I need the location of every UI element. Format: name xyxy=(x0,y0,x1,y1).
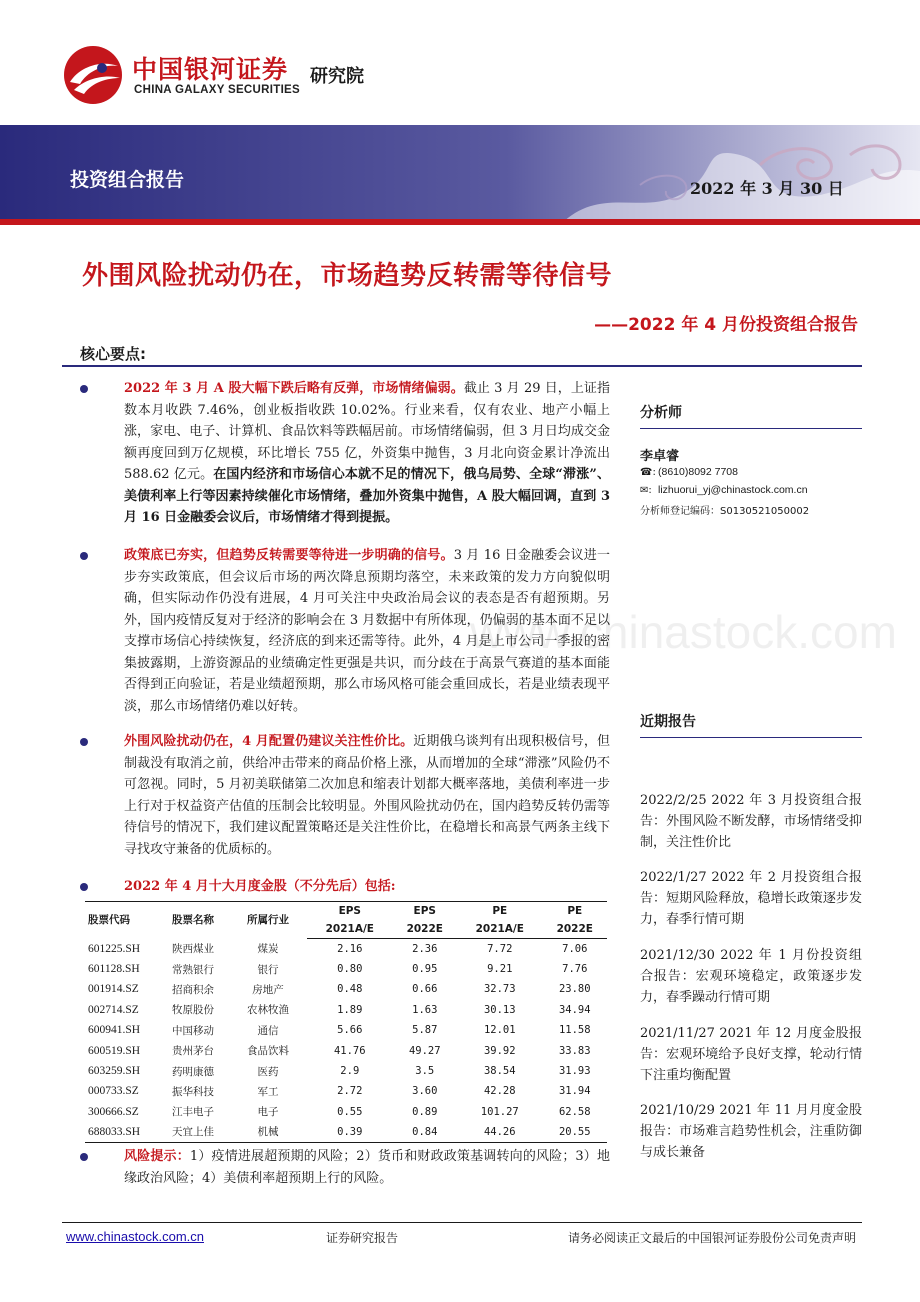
email-icon: ✉: xyxy=(640,485,652,496)
recent-report-item[interactable]: 2021/11/27 2021 年 12 月度金股报告：宏观环境给予良好支撑，轮动行情下注重均衡配置 xyxy=(640,1026,862,1083)
stock-name-cell: 常熟银行 xyxy=(172,963,214,976)
table-row xyxy=(85,1122,607,1142)
bullet-icon xyxy=(80,385,88,393)
stock-code-cell: 603259.SH xyxy=(88,1065,141,1078)
pe-2021-cell: 39.92 xyxy=(483,1044,516,1057)
bullet-highlight: 风险提示： xyxy=(124,1149,190,1164)
col-header-industry: 所属行业 xyxy=(229,902,307,939)
col-header-period: 2022E xyxy=(393,920,457,939)
recent-report-item[interactable]: 2021/10/29 2021 年 11 月月度金股报告：市场难言趋势性机会，注重防御与成长兼备 xyxy=(640,1103,862,1160)
bullet-market-review xyxy=(80,378,610,529)
pe-2022-cell: 33.83 xyxy=(558,1044,591,1057)
stock-code-cell: 688033.SH xyxy=(85,1122,157,1142)
recent-reports-divider xyxy=(640,737,862,738)
analyst-email-address[interactable]: lizhuorui_yj@chinastock.com.cn xyxy=(658,484,808,496)
eps-2021-cell: 41.76 xyxy=(333,1044,366,1057)
bullet-body: 截止 3 月 29 日，上证指数本月收跌 7.46%，创业板指收跌 10.02%。行业来看，仅有农业、地产小幅上涨，家电、电子、计算机、食品饮料等跌幅居前。市场情绪偏弱，但 3 月日均成交金额再度回到万亿规模，环比增长 755 亿，外资集中抛售，3 月北向资金累计净流出 588.62 亿元。 xyxy=(124,381,610,482)
col-header-pe: PE xyxy=(543,902,607,921)
stock-industry-cell: 军工 xyxy=(257,1085,279,1098)
bullet-external-risk xyxy=(80,731,610,860)
table-row xyxy=(85,1102,607,1122)
eps-2021-cell: 2.16 xyxy=(337,942,363,955)
stock-industry-cell: 农林牧渔 xyxy=(247,1004,289,1017)
stock-name-cell: 招商积余 xyxy=(172,983,214,996)
galaxy-logo-icon xyxy=(62,44,124,106)
col-header-name: 股票名称 xyxy=(157,902,229,939)
key-points-divider xyxy=(62,365,862,367)
report-date: 2022 年 3 月 30 日 xyxy=(690,179,844,198)
stock-industry-cell: 煤炭 xyxy=(257,943,279,956)
stock-industry-cell: 医药 xyxy=(257,1065,279,1078)
analyst-email xyxy=(640,484,808,496)
stock-name-cell: 贵州茅台 xyxy=(172,1045,214,1058)
stock-industry-cell: 银行 xyxy=(257,963,279,976)
pe-2021-cell: 30.13 xyxy=(483,1003,516,1016)
stock-code-cell: 002714.SZ xyxy=(88,1003,139,1016)
eps-2022-cell: 2.36 xyxy=(412,942,438,955)
eps-2021-cell: 0.55 xyxy=(337,1105,363,1118)
pe-2021-cell: 7.72 xyxy=(487,942,513,955)
table-row xyxy=(85,979,607,999)
stock-code-cell: 300666.SZ xyxy=(88,1105,139,1118)
eps-2022-cell: 0.84 xyxy=(393,1122,457,1142)
pe-2022-cell: 11.58 xyxy=(558,1024,591,1037)
pe-2021-cell: 12.01 xyxy=(483,1024,516,1037)
col-header-period: 2022E xyxy=(543,920,607,939)
bullet-body: 3 月 16 日金融委会议进一步夯实政策底，但会议后市场的两次降息预期均落空，未来政策的发力方向貌似明确，但实际动作仍没有进展，4 月可关注中央政治局会议的表态是否有超预期。另外，国内疫情反复对于经济的影响会在 3 月数据中有所体现，仍偏弱的基本面不足以支撑市场信心持续恢复，经济底的到来还需等待。此外，4 月是上市公司一季报的密集披露期，上游资源品的业绩确定性更强是共识，而分歧在于高景气赛道的基本面能否得到正向验证，若是业绩超预期，那么市场风格可能会重回成长，若是业绩表现平淡，那么市场情绪仍难以好转。 xyxy=(124,548,610,714)
stock-code-cell: 001914.SZ xyxy=(88,983,139,996)
bullet-body: 近期俄乌谈判有出现积极信号，但制裁没有取消之前，供给冲击带来的商品价格上涨，从而增加的全球“滞涨”风险仍不可忽视。同时，5 月初美联储第二次加息和缩表计划都大概率落地，美债利率进一步上行对于权益资产估值的压制会比较明显。外围风险扰动仍在，国内趋势反转仍需等待信号的情况下，我们建议配置策略还是关注性价比，在稳增长和高景气两条主线下寻找攻守兼备的优质标的。 xyxy=(124,734,610,857)
golden-stocks-table xyxy=(85,901,607,1143)
stock-industry-cell: 电子 xyxy=(257,1106,279,1119)
pe-2022-cell: 20.55 xyxy=(543,1122,607,1142)
eps-2021-cell: 0.80 xyxy=(337,963,363,976)
bullet-icon xyxy=(80,883,88,891)
pe-2021-cell: 101.27 xyxy=(480,1105,519,1118)
stock-name-cell: 牧原股份 xyxy=(172,1004,214,1017)
eps-2021-cell: 1.89 xyxy=(337,1003,363,1016)
recent-report-item[interactable]: 2022/1/27 2022 年 2 月投资组合报告：短期风险释放，稳增长政策逐步发力，春季行情可期 xyxy=(640,870,862,927)
bullet-risk-warning xyxy=(80,1146,610,1189)
col-header-pe: PE xyxy=(457,902,543,921)
logo-chinese-name: 中国银河证券 xyxy=(132,55,289,84)
institute-label: 研究院 xyxy=(310,66,364,87)
col-header-period: 2021A/E xyxy=(457,920,543,939)
footer-divider xyxy=(62,1222,862,1223)
recent-report-item[interactable]: 2021/12/30 2022 年 1 月份投资组合报告：宏观环境稳定，政策逐步发力，春季躁动行情可期 xyxy=(640,948,862,1005)
report-type-label: 投资组合报告 xyxy=(70,169,185,191)
table-row xyxy=(85,1000,607,1020)
table-row xyxy=(85,1020,607,1040)
bullet-policy xyxy=(80,545,610,717)
bullet-golden-stocks xyxy=(80,876,610,898)
analyst-name: 李卓睿 xyxy=(640,449,680,464)
eps-2022-cell: 1.63 xyxy=(412,1003,438,1016)
col-header-code: 股票代码 xyxy=(85,902,157,939)
analyst-phone-number: (8610)8092 7708 xyxy=(658,466,738,478)
footer-disclaimer: 请务必阅读正文最后的中国银河证券股份公司免责声明 xyxy=(567,1231,856,1245)
bullet-bold: 在国内经济和市场信心本就不足的情况下，俄乌局势、全球“滞涨”、美债利率上行等因素持续催化市场情绪，叠加外资集中抛售，A 股大幅回调，直到 3 月 16 日金融委会议后，市场情绪才得到提振。 xyxy=(124,467,610,525)
website-link[interactable]: www.chinastock.com.cn xyxy=(66,1229,204,1244)
page-title: 外围风险扰动仍在，市场趋势反转需等待信号 xyxy=(82,261,613,291)
table-row xyxy=(85,1081,607,1101)
stock-name-cell: 中国移动 xyxy=(172,1024,214,1037)
pe-2022-cell: 31.93 xyxy=(558,1065,591,1078)
analyst-heading: 分析师 xyxy=(640,405,682,421)
stock-name-cell: 江丰电子 xyxy=(172,1106,214,1119)
stock-name-cell: 陕西煤业 xyxy=(172,943,214,956)
pe-2022-cell: 34.94 xyxy=(558,1003,591,1016)
eps-2022-cell: 3.5 xyxy=(415,1065,435,1078)
eps-2022-cell: 0.89 xyxy=(412,1105,438,1118)
stock-code-cell: 600941.SH xyxy=(88,1024,141,1037)
table-header-row xyxy=(85,902,607,921)
bullet-icon xyxy=(80,738,88,746)
pe-2021-cell: 9.21 xyxy=(487,963,513,976)
stock-industry-cell: 房地产 xyxy=(252,983,284,996)
pe-2021-cell: 42.28 xyxy=(483,1085,516,1098)
banner-divider xyxy=(0,219,920,225)
stock-industry-cell: 通信 xyxy=(257,1024,279,1037)
table-row xyxy=(85,959,607,979)
analyst-phone xyxy=(640,466,738,478)
stock-code-cell: 600519.SH xyxy=(88,1044,141,1057)
recent-reports-header xyxy=(640,711,862,738)
table-row xyxy=(85,1040,607,1060)
recent-reports-heading: 近期报告 xyxy=(640,714,696,730)
footer-report-label: 证券研究报告 xyxy=(326,1231,399,1245)
pe-2022-cell: 23.80 xyxy=(558,983,591,996)
bullet-icon xyxy=(80,552,88,560)
stock-name-cell: 药明康德 xyxy=(172,1065,214,1078)
stock-industry-cell: 食品饮料 xyxy=(247,1045,289,1058)
page-subtitle: ——2022 年 4 月份投资组合报告 xyxy=(594,315,858,335)
logo-english-name: CHINA GALAXY SECURITIES xyxy=(134,84,301,96)
pe-2022-cell: 7.06 xyxy=(562,942,588,955)
watermark: www.chinastock.com xyxy=(470,606,897,658)
bullet-highlight: 2022 年 4 月十大月度金股（不分先后）包括: xyxy=(124,879,396,894)
col-header-period: 2021A/E xyxy=(307,920,393,939)
key-points-heading: 核心要点: xyxy=(80,345,146,363)
eps-2021-cell: 0.39 xyxy=(307,1122,393,1142)
eps-2022-cell: 49.27 xyxy=(408,1044,441,1057)
pe-2021-cell: 44.26 xyxy=(457,1122,543,1142)
eps-2022-cell: 0.95 xyxy=(412,963,438,976)
bullet-highlight: 2022 年 3 月 A 股大幅下跌后略有反弹，市场情绪偏弱。 xyxy=(124,381,464,396)
eps-2021-cell: 2.72 xyxy=(337,1085,363,1098)
pe-2022-cell: 7.76 xyxy=(562,963,588,976)
table-row xyxy=(85,939,607,959)
analyst-divider xyxy=(640,428,862,429)
analyst-registration: 分析师登记编码：S0130521050002 xyxy=(640,506,810,517)
pe-2021-cell: 38.54 xyxy=(483,1065,516,1078)
eps-2021-cell: 2.9 xyxy=(340,1065,360,1078)
stock-code-cell: 601128.SH xyxy=(88,963,140,976)
table-row xyxy=(85,1061,607,1081)
eps-2022-cell: 0.66 xyxy=(412,983,438,996)
pe-2022-cell: 62.58 xyxy=(558,1105,591,1118)
col-header-eps: EPS xyxy=(307,902,393,921)
eps-2022-cell: 3.60 xyxy=(412,1085,438,1098)
stock-name-cell: 振华科技 xyxy=(172,1085,214,1098)
stock-industry-cell: 机械 xyxy=(229,1122,307,1142)
analyst-section-header xyxy=(640,402,862,429)
eps-2021-cell: 0.48 xyxy=(337,983,363,996)
bullet-highlight: 外围风险扰动仍在，4 月配置仍建议关注性价比。 xyxy=(124,734,414,749)
phone-icon: ☎: xyxy=(640,467,656,478)
pe-2021-cell: 32.73 xyxy=(483,983,516,996)
stock-code-cell: 601225.SH xyxy=(88,942,141,955)
eps-2022-cell: 5.87 xyxy=(412,1024,438,1037)
recent-report-item[interactable]: 2022/2/25 2022 年 3 月投资组合报告：外围风险不断发酵，市场情绪受抑制，关注性价比 xyxy=(640,793,862,850)
pe-2022-cell: 31.94 xyxy=(558,1085,591,1098)
stock-code-cell: 000733.SZ xyxy=(88,1085,139,1098)
col-header-eps: EPS xyxy=(393,902,457,921)
bullet-icon xyxy=(80,1153,88,1161)
stock-name-cell: 天宜上佳 xyxy=(157,1122,229,1142)
bullet-body: 1）疫情进展超预期的风险；2）货币和财政政策基调转向的风险；3）地缘政治风险；4）美债利率超预期上行的风险。 xyxy=(124,1149,610,1186)
eps-2021-cell: 5.66 xyxy=(337,1024,363,1037)
bullet-highlight: 政策底已夯实，但趋势反转需要等待进一步明确的信号。 xyxy=(124,548,454,563)
